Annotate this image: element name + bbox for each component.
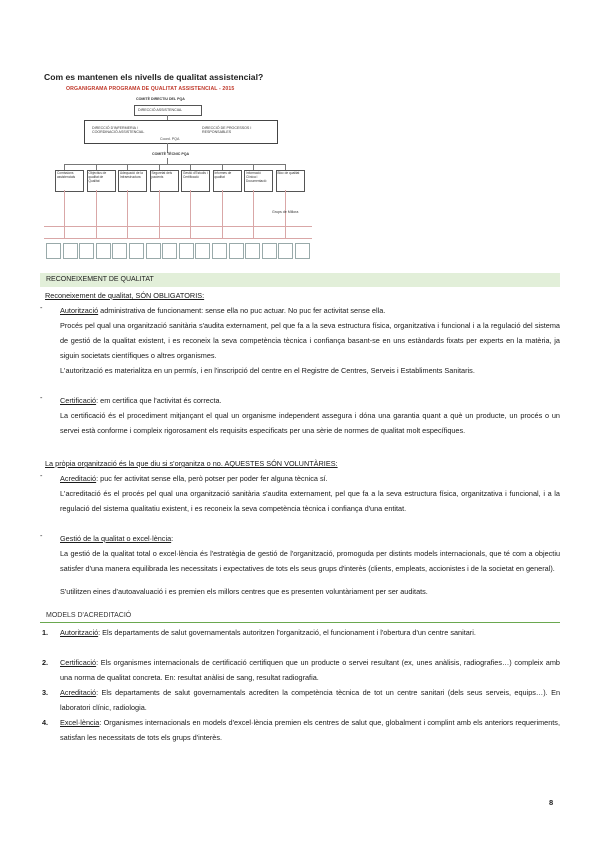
org-unit-label: Bloc de qualitat — [277, 171, 300, 175]
org-subbox — [146, 243, 161, 259]
org-side-label: Grups de Millora — [272, 210, 299, 214]
org-unit-label: Seguretat dels pacients — [151, 171, 173, 179]
model-number: 4. — [42, 718, 49, 727]
bullet-autoritzacio: Autorització administrativa de funcionament: sense ella no puc actuar. No puc fer activitat sense ella. — [60, 306, 386, 315]
org-subbox — [63, 243, 78, 259]
org-unit-box — [150, 170, 179, 192]
model-item: Acreditació: Els departaments de salut governamentals acrediten la competència tècnica de tot un centre sanitari (dels seus serveis, equips…). En laboratori clínic, radiologia. — [60, 688, 560, 712]
bullet-marker: - — [40, 531, 43, 540]
org-subbox — [162, 243, 177, 259]
paragraph-process: Procés pel qual una organització sanitària s'audita externament, pel que fa a la seva estructura física, organitzativa i funcional i a la regulació del sistema de gestió de la qualitat existent, i es reconeix la seva competència tècnica i confiança basant-se en uns estàndards fixats per experts en la matèria, ja siguin societats científiques o altres organismes. — [60, 321, 560, 360]
bullet-gestio: Gestió de la qualitat o excel·lència: — [60, 534, 174, 543]
org-unit-label: Comissions assistencials — [57, 171, 76, 179]
org-subbox — [245, 243, 260, 259]
org-left-label: DIRECCIÓ D'INFERMERIA / COORDINACIÓ ASSISTENCIAL — [92, 126, 145, 135]
org-unit-box — [118, 170, 147, 192]
model-number: 1. — [42, 628, 49, 637]
bullet-certificacio: Certificació: em certifica que l'activitat és correcta. — [60, 396, 222, 405]
org-unit-box — [244, 170, 273, 192]
org-unit-label: Informes de qualitat — [214, 171, 232, 179]
paragraph-gestio: La gestió de la qualitat total o excel·lència és l'estratègia de gestió de l'organització, promoguda per distints models internacionals, que té com a objectiu satisfer d'una manera equilibrada les necessitats i expectatives de tots els seus grups d'interès (clients, empleats, accionistes i de la societat en general). — [60, 549, 560, 573]
paragraph-acreditacio: L'acreditació és el procés pel qual una organització sanitària s'audita externament, pel que fa a la seva estructura física, organitzativa i funcional, i a la regulació del sistema qualitatiu existent, i es reconeix la seva competència tècnica i confiança d'una entitat. — [60, 489, 560, 513]
section-heading-quality: RECONEIXEMENT DE QUALITAT — [40, 273, 560, 287]
paragraph-autoritzacio: L'autorització es materialitza en un permís, i en l'inscripció del centre en el Registre de Centres, Serveis i Establiments Sanitaris. — [60, 366, 475, 375]
section1-subheading-voluntary: La pròpia organització és la que diu si s'organitza o no. AQUESTES SÓN VOLUNTÀRIES: — [45, 459, 338, 468]
org-chart — [44, 86, 312, 264]
org-unit-label: Adequació de la Infraestructura — [120, 171, 143, 179]
org-unit-label: Gestió d'Estudis i Certificació — [183, 171, 208, 179]
section1-subheading: Reconeixement de qualitat, SÓN OBLIGATORIS: — [45, 291, 205, 300]
page-number: 8 — [549, 798, 554, 807]
org-subbox — [212, 243, 227, 259]
org-unit-box — [181, 170, 210, 192]
org-chart-title: ORGANIGRAMA PROGRAMA DE QUALITAT ASSISTENCIAL - 2015 — [66, 86, 235, 92]
bullet-marker: - — [40, 393, 43, 402]
org-unit-label: Informació Clínica i Documentació — [246, 171, 267, 183]
org-subbox — [195, 243, 210, 259]
org-subbox — [46, 243, 61, 259]
org-subbox — [112, 243, 127, 259]
org-subbox — [96, 243, 111, 259]
paragraph-autoavaluacio: S'utilitzen eines d'autoavaluació i es premien els millors centres que es presenten voluntàriament per ser auditats. — [60, 587, 428, 596]
model-number: 2. — [42, 658, 49, 667]
org-subbox — [229, 243, 244, 259]
model-item: Excel·lència: Organismes internacionals en models d'excel·lència premien els centres de salut que, globalment i complint amb els anteriors requeriments, satisfan les necessitats de tots els grups d'interès. — [60, 718, 560, 742]
paragraph-certificacio: La certificació és el procediment mitjançant el qual un organisme independent assegura i dóna una garantia quant a què un producte, un procés o un servei està conforme i compleix rigorosament els requisits especificats per una sèrie de normes de qualitat molt específiques. — [60, 411, 560, 435]
org-subbox — [295, 243, 310, 259]
org-unit-box — [87, 170, 116, 192]
org-unit-box — [213, 170, 242, 192]
section-heading-models: MODELS D'ACREDITACIÓ — [40, 609, 560, 623]
org-subbox — [79, 243, 94, 259]
org-director-box — [134, 105, 202, 116]
org-top-label: COMITÈ DIRECTIU DEL PQA — [136, 97, 185, 101]
org-subbox — [278, 243, 293, 259]
page-title: Com es mantenen els nivells de qualitat assistencial? — [44, 72, 264, 82]
model-item: Autorització: Els departaments de salut governamentals autoritzen l'organització, el funcionament i l'obertura d'un centre sanitari. — [60, 628, 476, 637]
org-subbox — [179, 243, 194, 259]
org-coord-label: Coord. PQA — [160, 137, 180, 141]
bullet-marker: - — [40, 303, 43, 312]
org-unit-box — [276, 170, 305, 192]
org-unit-box — [55, 170, 84, 192]
bullet-marker: - — [40, 471, 43, 480]
org-subbox — [262, 243, 277, 259]
model-number: 3. — [42, 688, 49, 697]
org-subbox — [129, 243, 144, 259]
org-tech-label: COMITÈ TÈCNIC PQA — [152, 152, 190, 156]
org-director-label: DIRECCIÓ ASSISTENCIAL — [138, 108, 183, 112]
org-right-label: DIRECCIÓ DE PROCESSOS I RESPONSABLES — [202, 126, 252, 135]
bullet-acreditacio: Acreditació: puc fer activitat sense ella, però potser per poder fer alguna tècnica sí. — [60, 474, 328, 483]
org-unit-label: Objectius de qualitat de Qualitat — [88, 171, 107, 183]
model-item: Certificació: Els organismes internacionals de certificació certifiquen que un producte o servei resultant (ex, unes anàlisis, radiografies…) compleix amb una norma de qualitat concreta. En: resultat anàlisi de sang, resultat radiografia. — [60, 658, 560, 682]
